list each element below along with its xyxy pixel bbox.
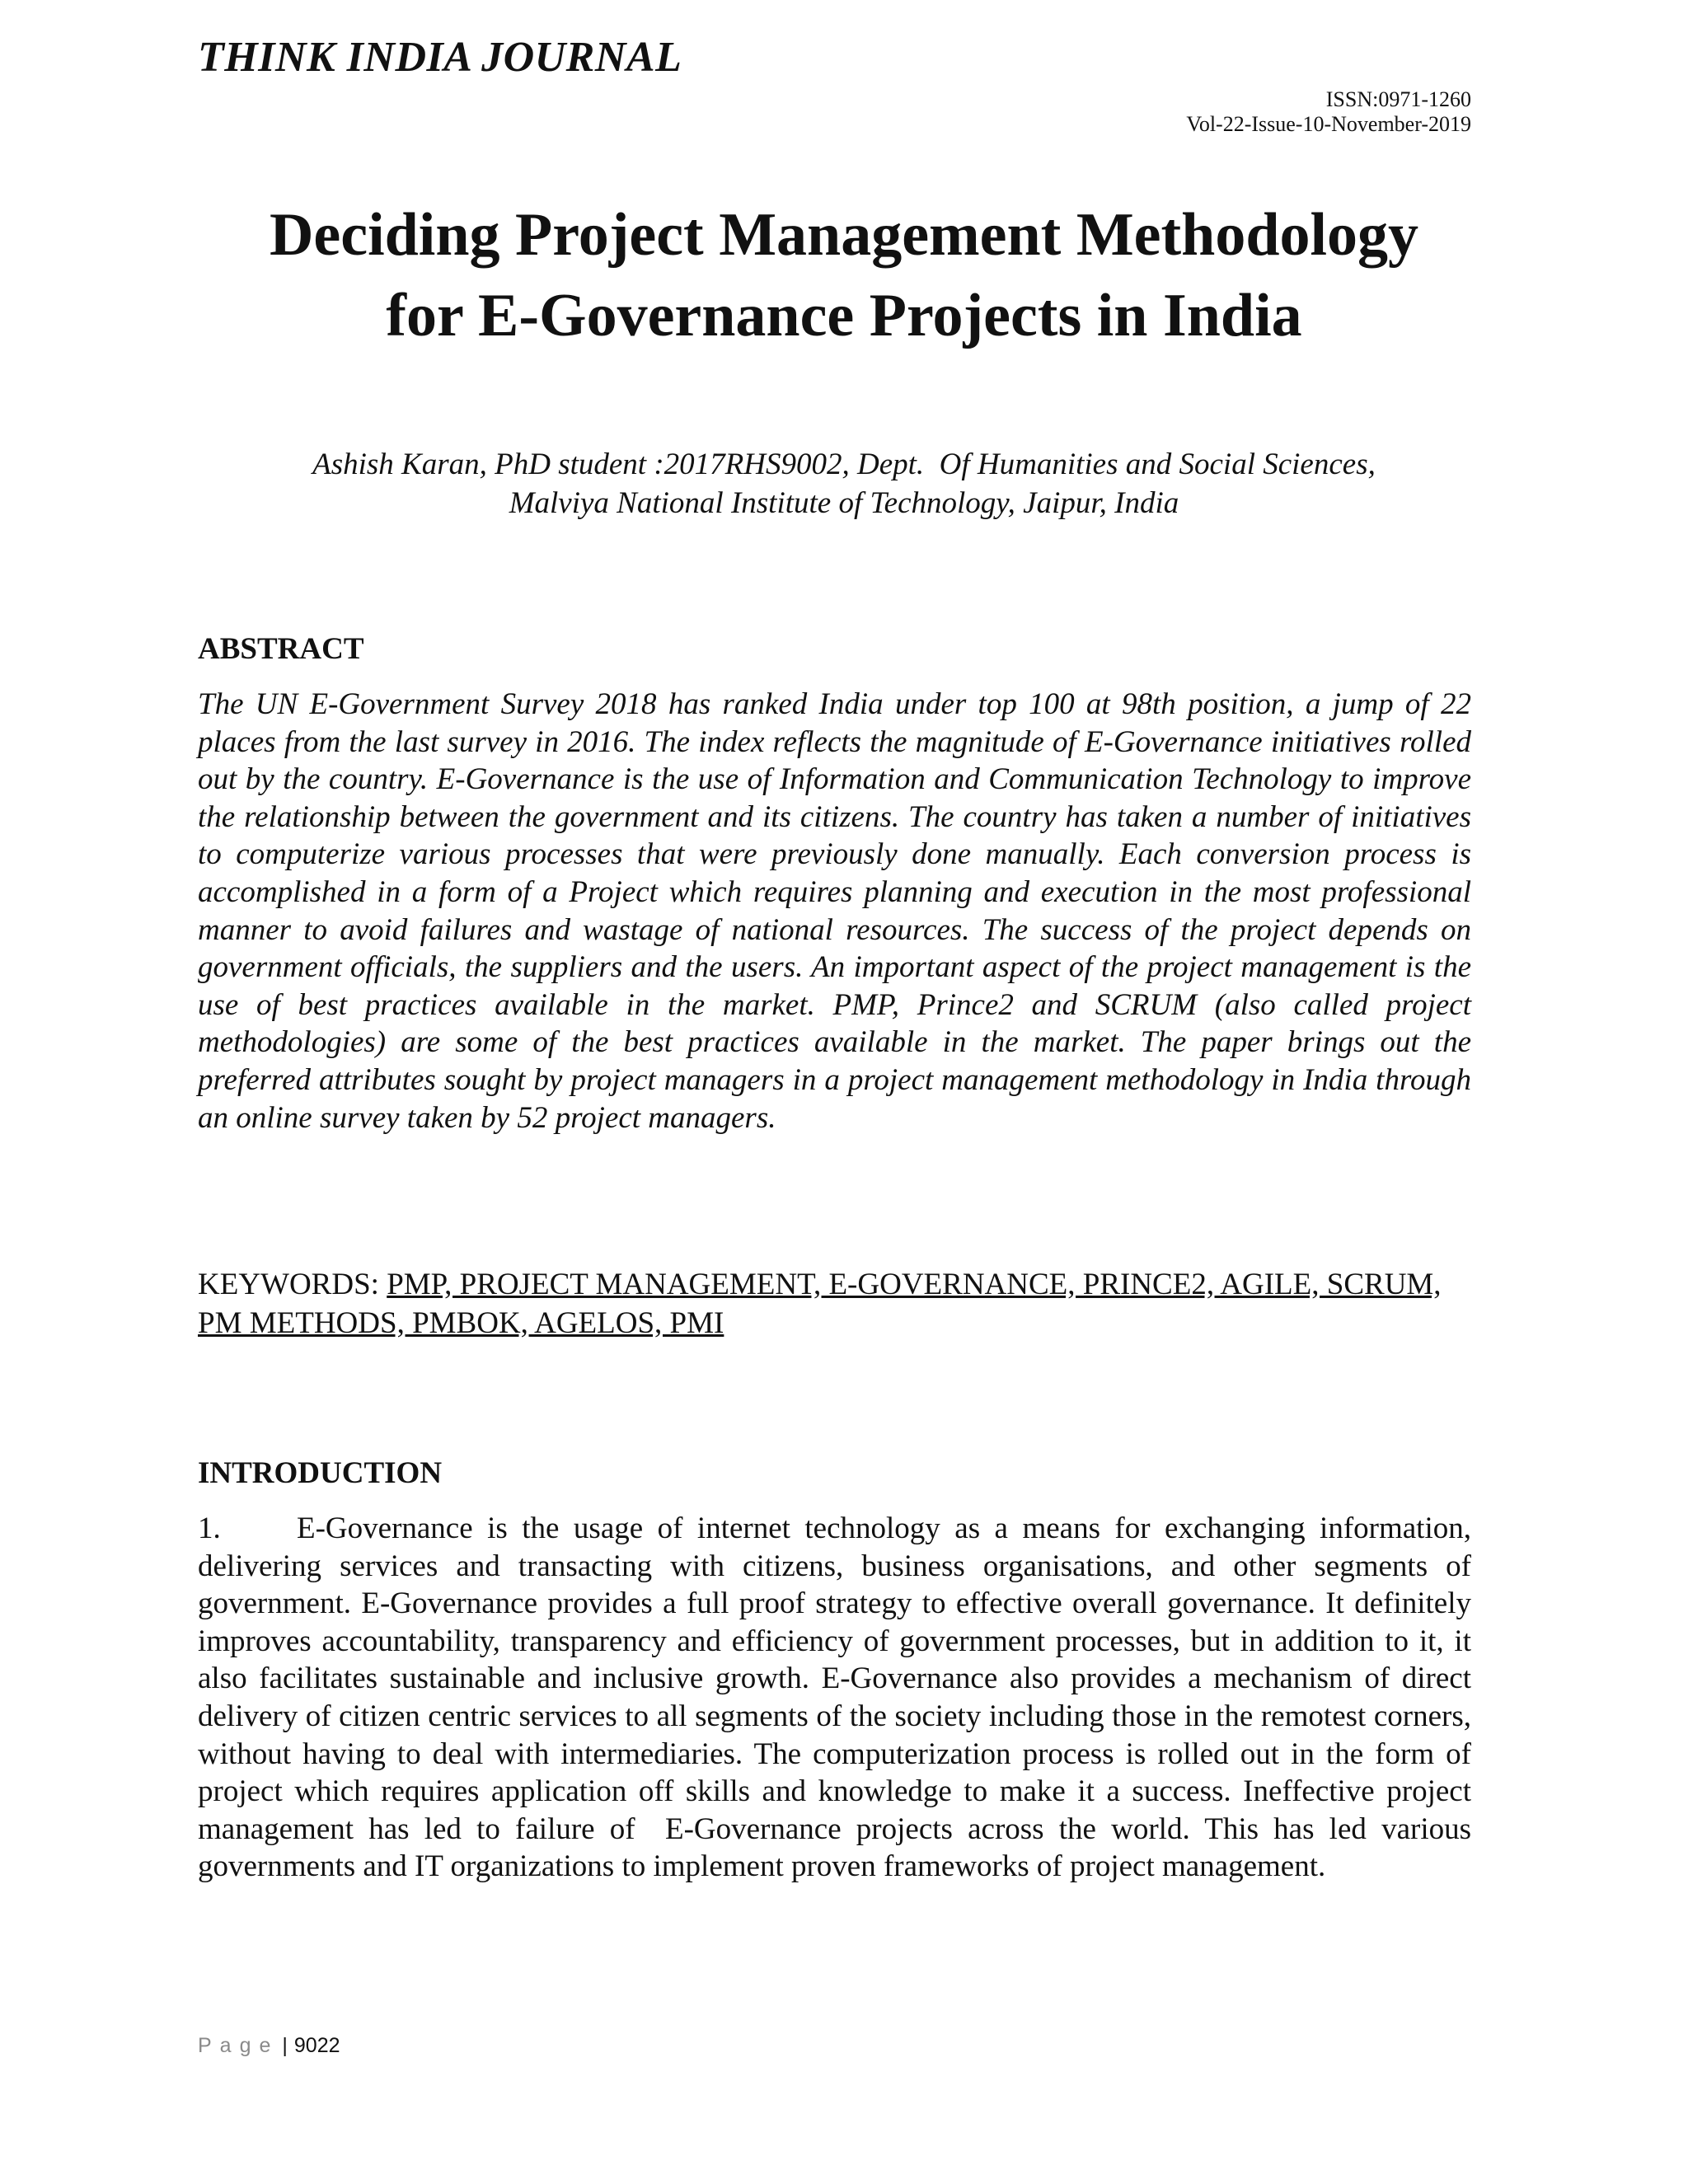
abstract-text: The UN E-Government Survey 2018 has ranked India under top 100 at 98th position, a jump of 22 places from the last survey in 2016. The index reflects the magnitude of E-Governance initiatives rolled out by the country. E-Governance is the use of Information and Communication Technology to improve the relationship between the government and its citizens. The country has taken a number of initiatives to computerize various processes that were previously done manually. Each conversion process is accomplished in a form of a Project which requires planning and execution in the most professional manner to avoid failures and wastage of national resources. The success of the project depends on government officials, the suppliers and the users. An important aspect of the project management is the use of best practices available in the market. PMP, Prince2 and SCRUM (also called project methodologies) are some of the best practices available in the market. The paper brings out the preferred attributes sought by project managers in a project management methodology in India through an online survey taken by 52 project managers. <box>198 687 1471 1135</box>
introduction-heading: INTRODUCTION <box>198 1456 443 1490</box>
issn-block <box>1186 87 1471 137</box>
author-line-1: Ashish Karan, PhD student :2017RHS9002, Dept. Of Humanities and Social Sciences, <box>312 448 1376 481</box>
paper-title <box>165 194 1523 356</box>
page-footer <box>198 2034 340 2058</box>
title-line-1: Deciding Project Management Methodology <box>269 201 1419 269</box>
journal-name: THINK INDIA JOURNAL <box>198 34 682 81</box>
keywords-label: KEYWORDS: <box>198 1268 387 1301</box>
introduction-text: E-Governance is the usage of internet technology as a means for exchanging information, delivering services and transacting with citizens, business organisations, and other segments of government. E-Governance provides a full proof strategy to effective overall governance. It definitely improves accountability, transparency and efficiency of government processes, but in addition to it, it also facilitates sustainable and inclusive growth. E-Governance also provides a mechanism of direct delivery of citizen centric services to all segments of the society including those in the remotest corners, without having to deal with intermediaries. The computerization process is rolled out in the form of project which requires application off skills and knowledge to make it a success. Ineffective project management has led to failure of E-Governance projects across the world. This has led various governments and IT organizations to implement proven frameworks of project management. <box>198 1511 1479 1884</box>
title-line-2: for E-Governance Projects in India <box>386 282 1302 349</box>
author-block <box>165 445 1523 523</box>
volume-info: Vol-22-Issue-10-November-2019 <box>1186 112 1471 136</box>
page-label: Page <box>198 2034 279 2057</box>
footer-separator: | <box>282 2034 288 2057</box>
page-number: 9022 <box>293 2034 340 2057</box>
introduction-paragraph <box>198 1510 1479 1886</box>
author-line-2: Malviya National Institute of Technology, Jaipur, India <box>509 486 1179 520</box>
keywords-list: PMP, PROJECT MANAGEMENT, E-GOVERNANCE, PRINCE2, AGILE, SCRUM, PM METHODS, PMBOK, AGELOS, PMI <box>198 1268 1442 1340</box>
keywords-block <box>198 1265 1484 1343</box>
paragraph-number: 1. <box>198 1511 221 1545</box>
abstract-heading: ABSTRACT <box>198 632 364 666</box>
issn-number: ISSN:0971-1260 <box>1325 87 1471 111</box>
